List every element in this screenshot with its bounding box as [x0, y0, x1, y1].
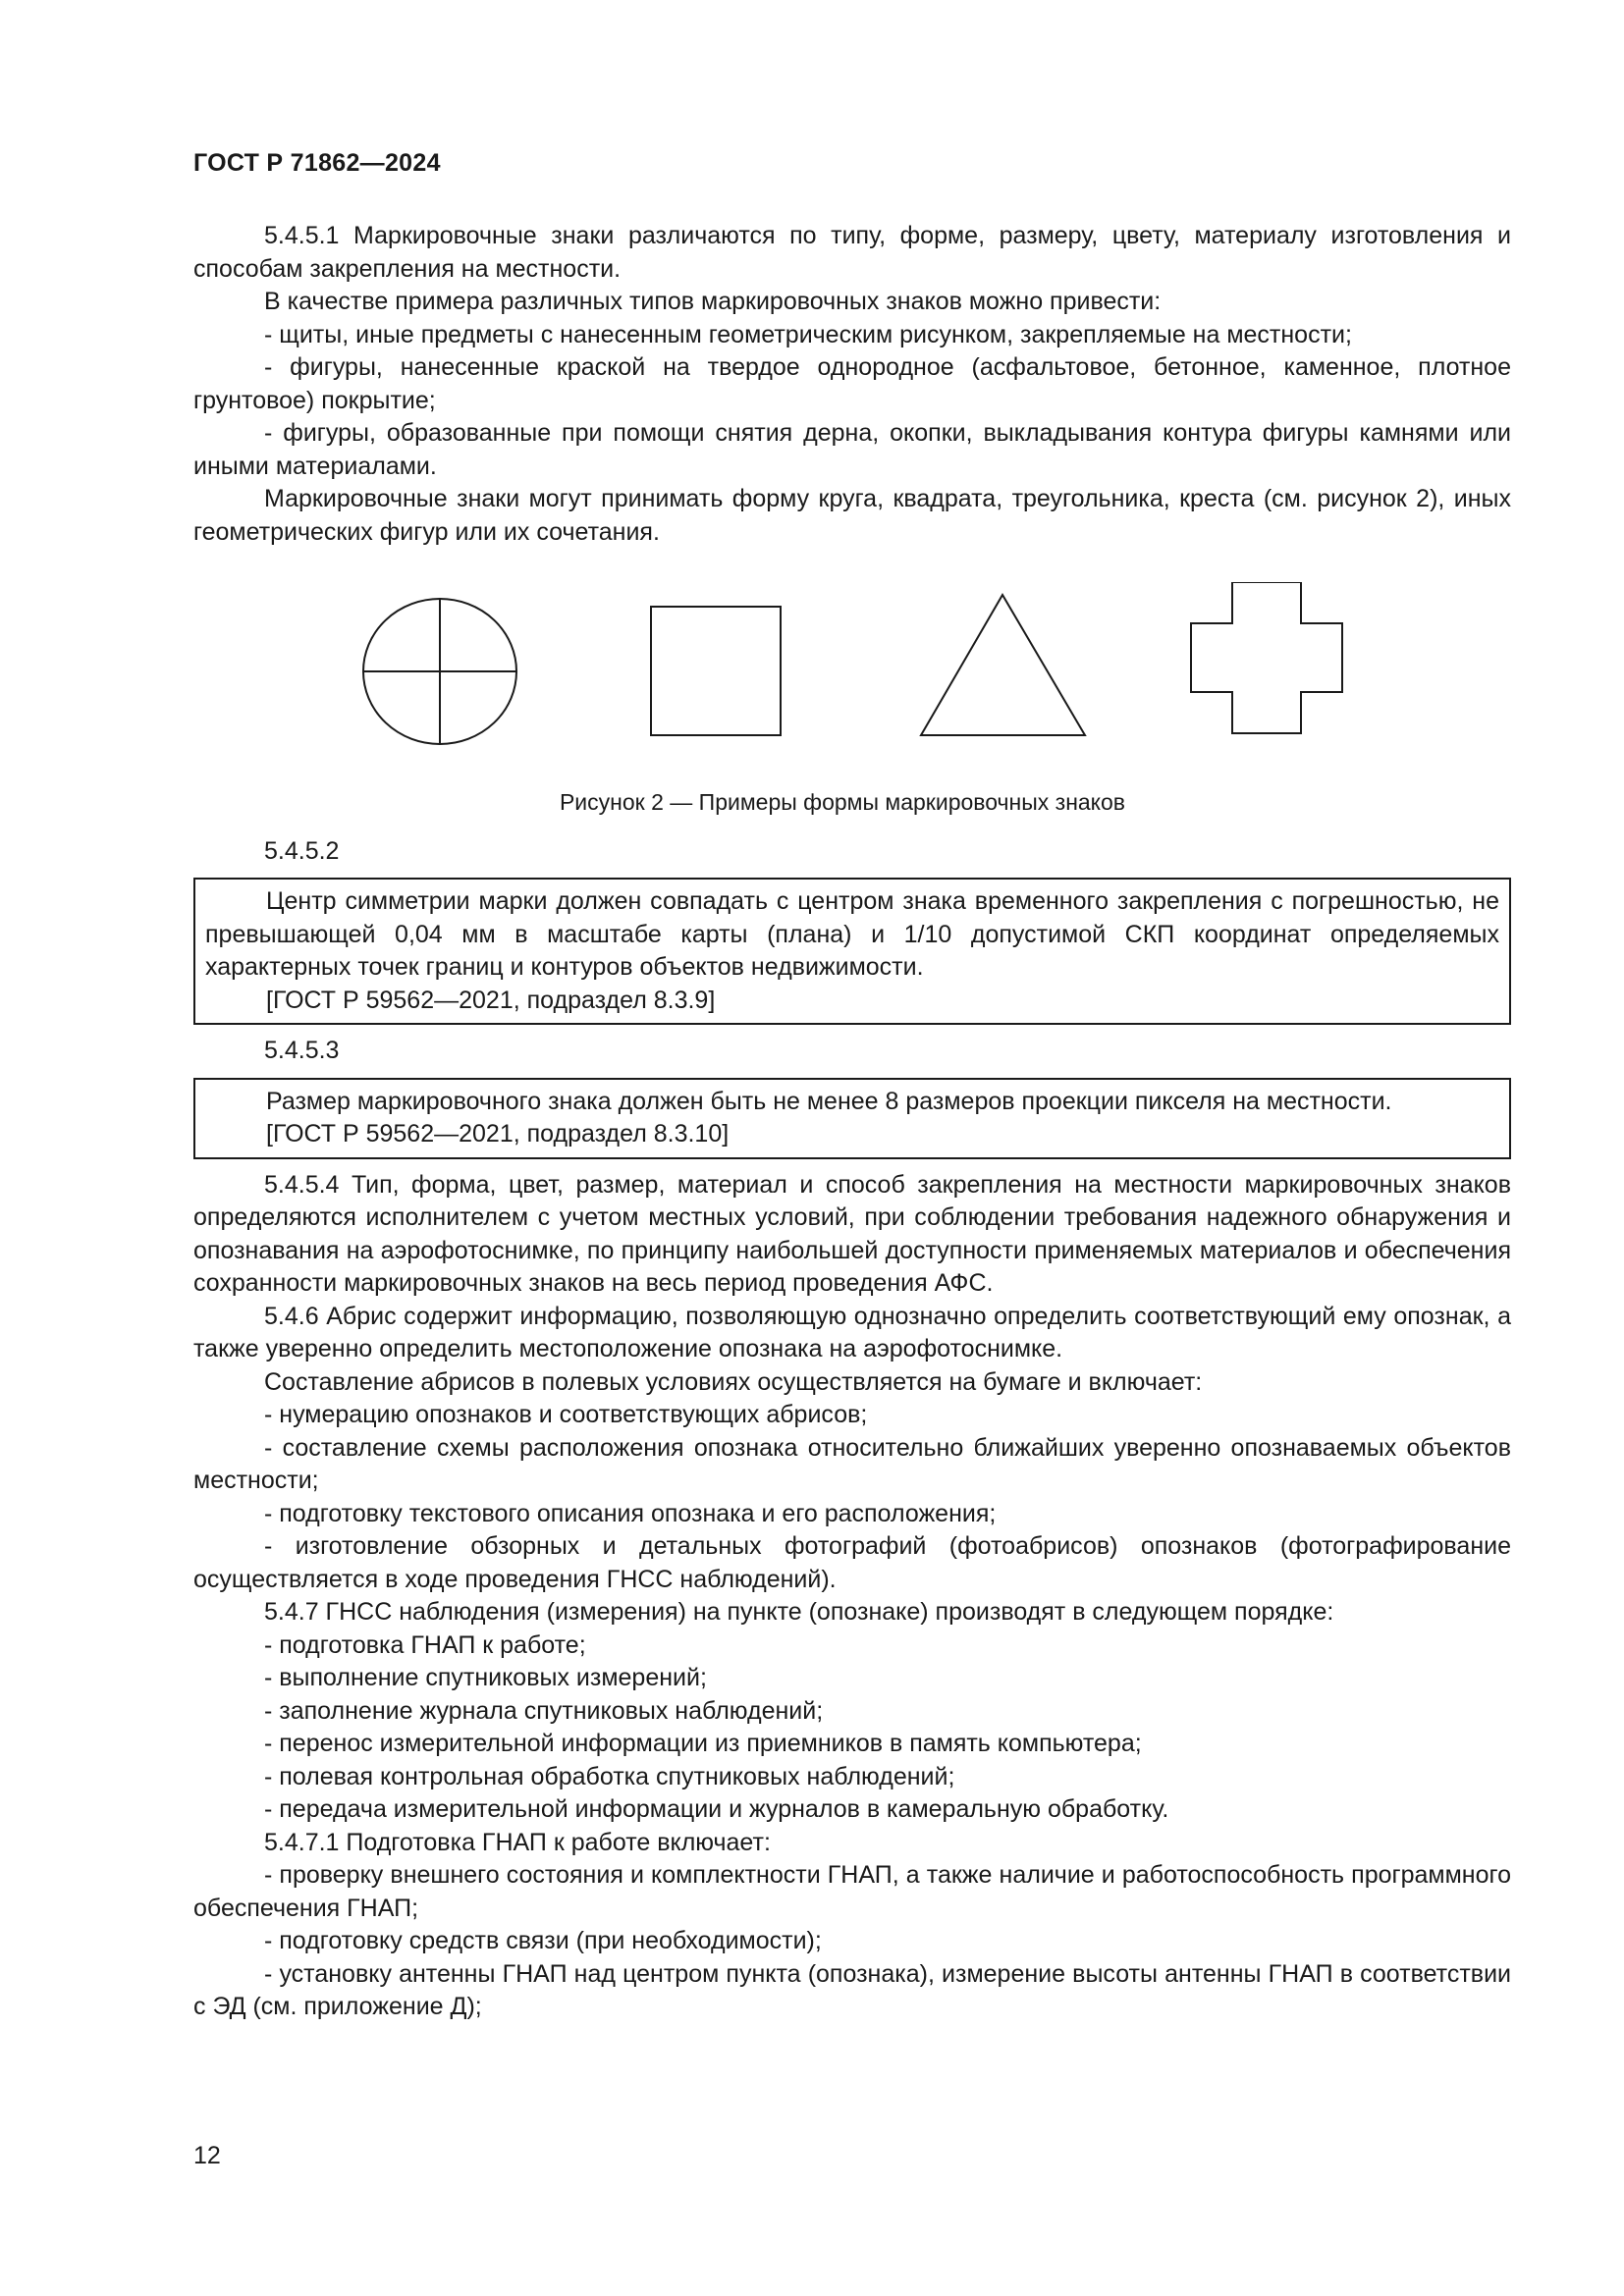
list-item: - подготовку текстового описания опознака и его расположения; [264, 1499, 997, 1527]
figure-shapes [193, 582, 1511, 769]
list-item: - подготовку средств связи (при необходимости); [264, 1927, 822, 1954]
list-item: - проверку внешнего состояния и комплектности ГНАП, а также наличие и работоспособность программного обеспечения ГНАП; [193, 1861, 1511, 1922]
list-item: - подготовка ГНАП к работе; [264, 1630, 586, 1659]
page-content [193, 220, 1511, 2024]
list-item: - фигуры, нанесенные краской на твердое однородное (асфальтовое, бетонное, каменное, плотное грунтовое) покрытие; [193, 353, 1511, 414]
paragraph: 5.4.5.1 Маркировочные знаки различаются по типу, форме, размеру, цвету, материалу изготовления и способам закрепления на местности. [193, 222, 1511, 283]
list-item: - выполнение спутниковых измерений; [264, 1664, 707, 1691]
page-number: 12 [193, 2142, 221, 2169]
quoted-text: Размер маркировочного знака должен быть не менее 8 размеров проекции пикселя на местности. [266, 1087, 1392, 1115]
circle-cross-shape [363, 599, 516, 744]
paragraph: 5.4.7 ГНСС наблюдения (измерения) на пункте (опознаке) производят в следующем порядке: [264, 1598, 1334, 1626]
list-item: - составление схемы расположения опознака относительно ближайших уверенно опознаваемых объектов местности; [193, 1433, 1511, 1494]
figure-caption: Рисунок 2 — Примеры формы маркировочных знаков [559, 789, 1126, 815]
list-item: - щиты, иные предметы с нанесенным геометрическим рисунком, закрепляемые на местности; [264, 320, 1352, 348]
clause-number: 5.4.5.3 [264, 1037, 340, 1064]
quoted-requirement-box [193, 1078, 1511, 1159]
list-item: - передача измерительной информации и журналов в камеральную обработку. [264, 1795, 1169, 1823]
list-item: - изготовление обзорных и детальных фотографий (фотоабрисов) опознаков (фотографирование осуществляется в ходе проведения ГНСС наблюдений). [193, 1532, 1511, 1593]
quoted-reference: [ГОСТ Р 59562—2021, подраздел 8.3.9] [266, 986, 716, 1014]
square-shape [651, 607, 781, 735]
paragraph: 5.4.6 Абрис содержит информацию, позволяющую однозначно определить соответствующий ему опознак, а также уверенно определить местоположение опознака на аэрофотоснимке. [193, 1302, 1511, 1362]
quoted-requirement-box [193, 878, 1511, 1025]
cross-shape [1191, 582, 1342, 733]
list-item: - перенос измерительной информации из приемников в память компьютера; [264, 1730, 1142, 1757]
clause-number: 5.4.5.2 [264, 836, 340, 865]
figure-2 [193, 582, 1511, 769]
list-item: - полевая контрольная обработка спутниковых наблюдений; [264, 1762, 955, 1790]
paragraph: В качестве примера различных типов маркировочных знаков можно привести: [264, 288, 1162, 315]
paragraph: 5.4.7.1 Подготовка ГНАП к работе включает: [264, 1828, 771, 1856]
list-item: - фигуры, образованные при помощи снятия дерна, окопки, выкладывания контура фигуры камнями или иными материалами. [193, 419, 1511, 480]
list-item: - установку антенны ГНАП над центром пункта (опознака), измерение высоты антенны ГНАП в соответствии с ЭД (см. приложение Д); [193, 1959, 1511, 2020]
document-code-header: ГОСТ Р 71862—2024 [193, 149, 441, 177]
paragraph: Маркировочные знаки могут принимать форму круга, квадрата, треугольника, креста (см. рисунок 2), иных геометрических фигур или их сочетания. [193, 485, 1511, 546]
paragraph: 5.4.5.4 Тип, форма, цвет, размер, материал и способ закрепления на местности маркировочных знаков определяются исполнителем с учетом местных условий, при соблюдении требования надежного обнаружения и опознавания на аэрофотоснимке, по принципу наибольшей доступности применяемых материалов и обеспечения сохранности маркировочных знаков на весь период проведения АФС. [193, 1170, 1511, 1297]
list-item: - заполнение журнала спутниковых наблюдений; [264, 1696, 824, 1725]
triangle-shape [921, 595, 1085, 735]
quoted-text: Центр симметрии марки должен совпадать с центром знака временного закрепления с погрешностью, не превышающей 0,04 мм в масштабе карты (плана) и 1/10 допустимой СКП координат определяемых характерных точек границ и контуров объектов недвижимости. [205, 887, 1499, 981]
paragraph: Составление абрисов в полевых условиях осуществляется на бумаге и включает: [264, 1367, 1203, 1396]
list-item: - нумерацию опознаков и соответствующих абрисов; [264, 1401, 868, 1428]
quoted-reference: [ГОСТ Р 59562—2021, подраздел 8.3.10] [266, 1120, 730, 1148]
